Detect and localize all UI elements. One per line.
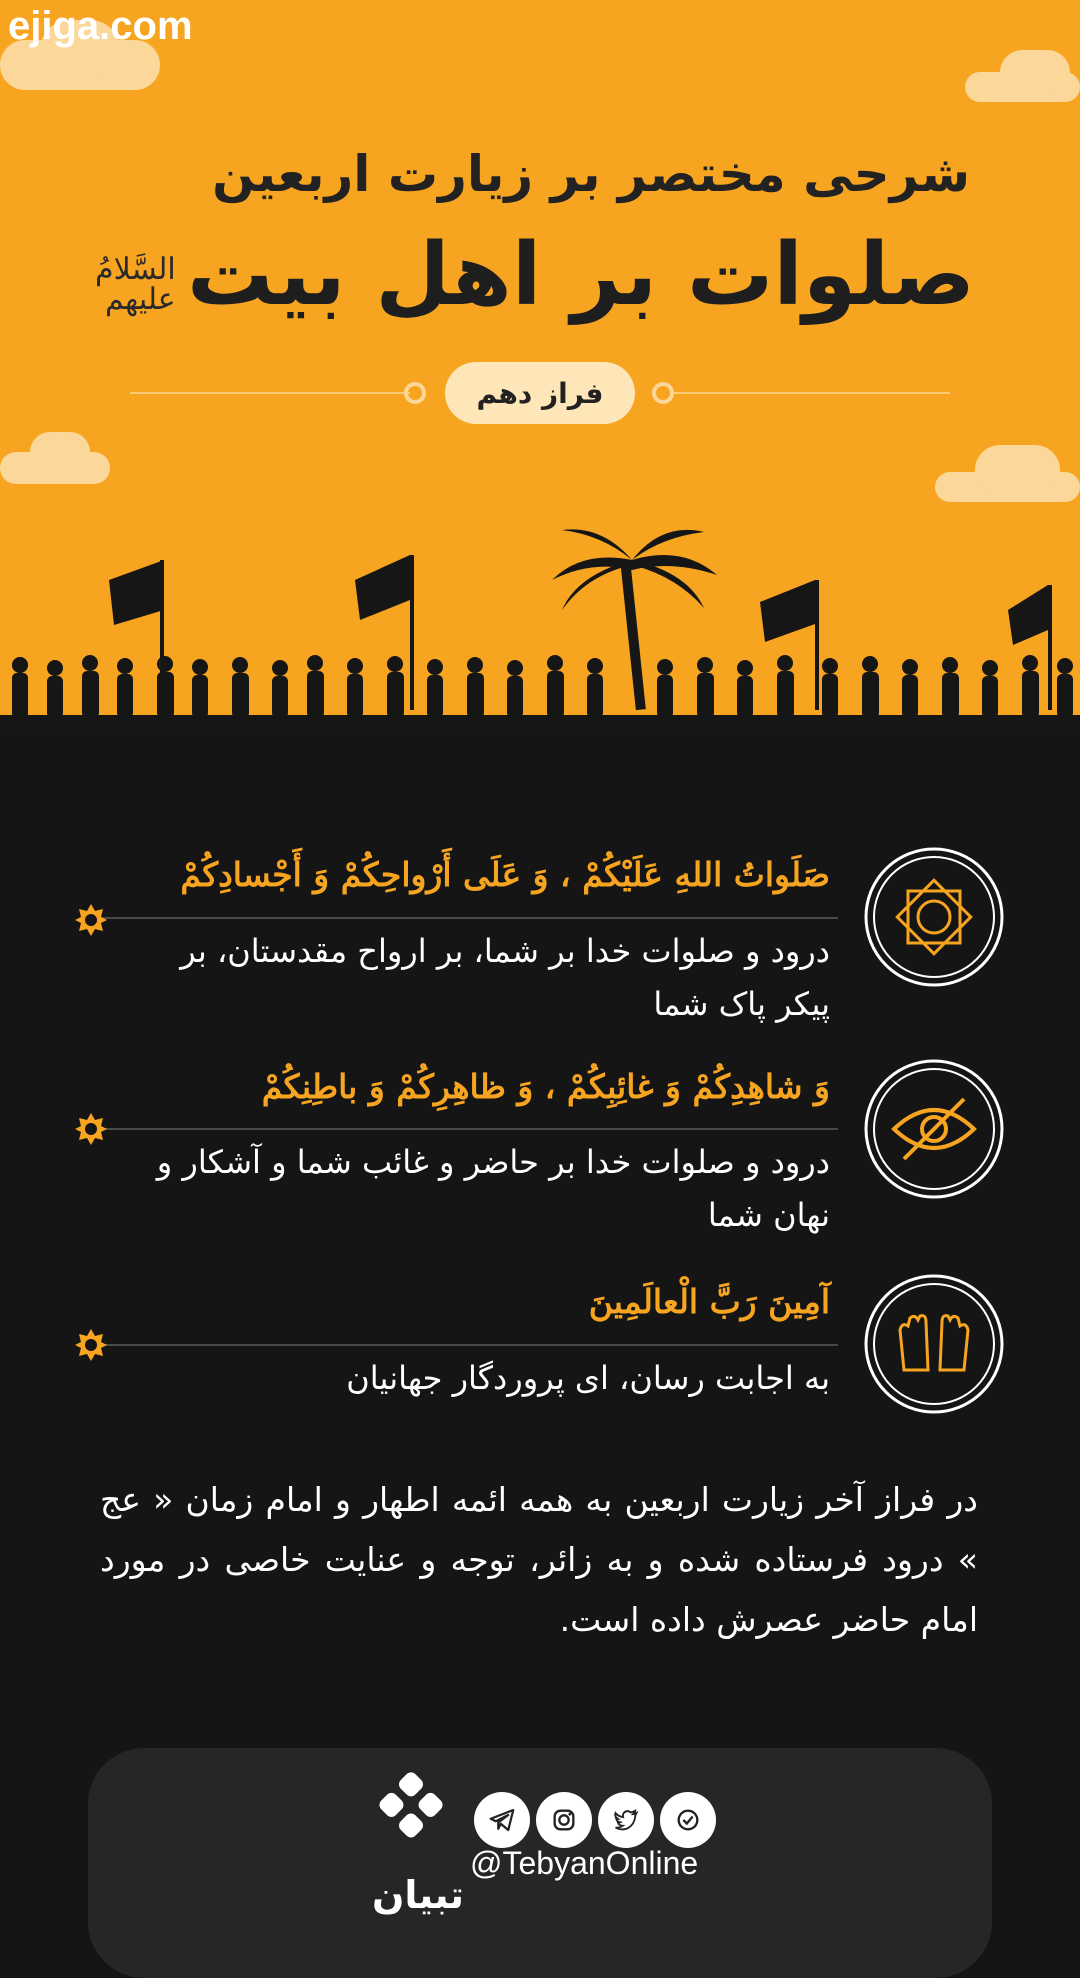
rosette-icon <box>652 382 674 404</box>
verified-icon[interactable] <box>660 1792 716 1848</box>
arabic-verse-3: آمِينَ رَبَّ الْعالَمِينَ <box>588 1282 830 1321</box>
watermark: ejiga.com <box>8 4 193 48</box>
tebyan-logo-text: تبیان <box>372 1873 464 1917</box>
eye-slash-icon <box>860 1055 1008 1203</box>
item-divider <box>100 1128 838 1130</box>
divider-right <box>670 392 950 394</box>
item-divider <box>100 917 838 919</box>
translation-2: درود و صلوات خدا بر حاضر و غائب شما و آشکار و نهان شما <box>156 1143 830 1234</box>
rosette-bullet-icon <box>74 1328 108 1362</box>
allah-star-icon <box>860 843 1008 991</box>
honorific-calligraphy <box>95 252 176 317</box>
page-title: صلوات بر اهل بیت <box>187 225 975 325</box>
social-handle: @TebyanOnline <box>470 1845 699 1881</box>
translation-1: درود و صلوات خدا بر شما، بر ارواح مقدستان، بر پیکر پاک شما <box>180 932 830 1023</box>
translation-3: به اجابت رسان، ای پروردگار جهانیان <box>346 1359 830 1397</box>
cloud-shape <box>975 445 1060 495</box>
praying-hands-icon <box>860 1270 1008 1418</box>
tebyan-logo-icon <box>375 1772 447 1844</box>
rosette-icon <box>404 382 426 404</box>
divider-left <box>130 392 410 394</box>
section-label: فراز دهم <box>445 362 635 424</box>
instagram-icon[interactable] <box>536 1792 592 1848</box>
rosette-bullet-icon <box>74 1112 108 1146</box>
telegram-icon[interactable] <box>474 1792 530 1848</box>
summary-paragraph: در فراز آخر زیارت اربعین به همه ائمه اطهار و امام زمان « عج » درود فرستاده شده و به زائر، توجه و عنایت خاصی در مورد امام حاضر عصرش داده است. <box>100 1480 978 1639</box>
cloud-shape <box>30 432 90 472</box>
twitter-icon[interactable] <box>598 1792 654 1848</box>
honorific-line-2: علیهم <box>105 282 176 317</box>
arabic-verse-2: وَ شاهِدِكُمْ وَ غائِبِكُمْ ، وَ ظاهِرِكُمْ وَ باطِنِكُمْ <box>261 1067 830 1106</box>
arabic-verse-1: صَلَواتُ اللهِ عَلَيْكُمْ ، وَ عَلَى أَرْواحِكُمْ وَ أَجْسادِكُمْ <box>180 855 830 894</box>
pilgrims-silhouette <box>0 520 1080 735</box>
rosette-bullet-icon <box>74 903 108 937</box>
cloud-shape <box>1000 50 1070 95</box>
page-subtitle: شرحی مختصر بر زیارت اربعین <box>212 145 970 203</box>
item-divider <box>100 1344 838 1346</box>
honorific-line-1: السَّلامُ <box>95 252 176 287</box>
